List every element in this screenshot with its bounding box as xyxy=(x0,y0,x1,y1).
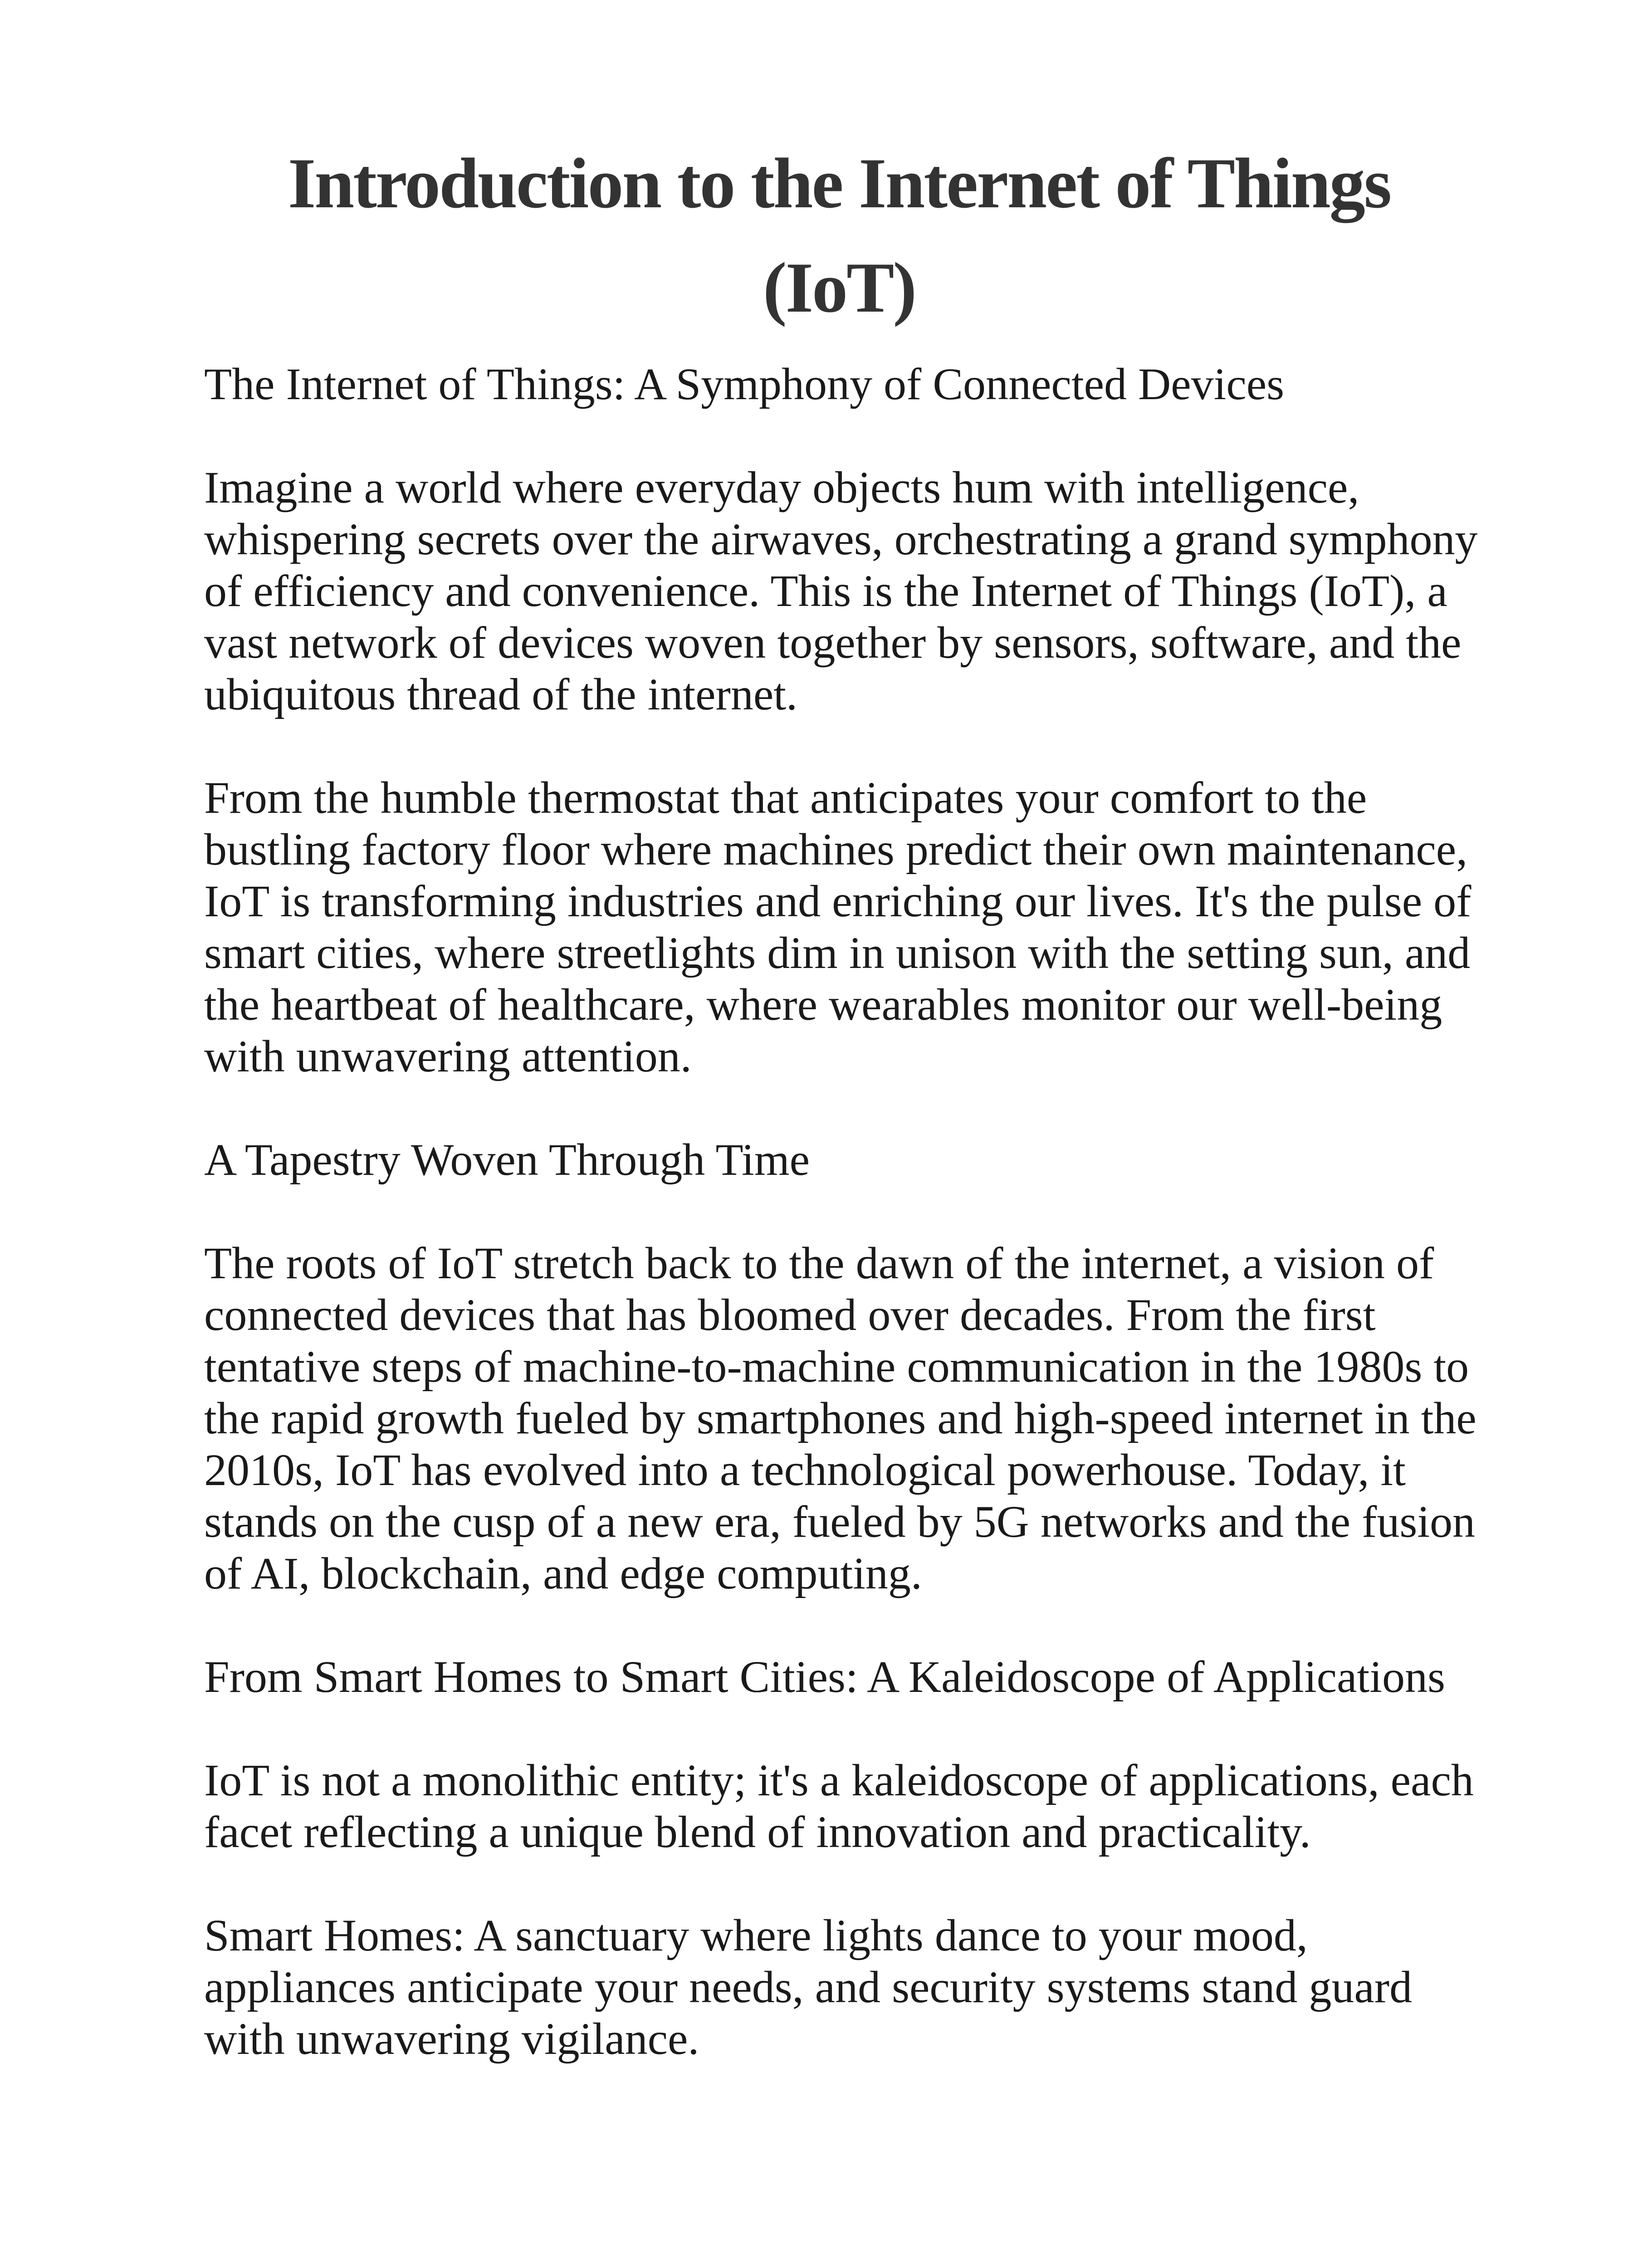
paragraph-smart-homes: Smart Homes: A sanctuary where lights dance to your mood, appliances anticipate your needs, and security systems stand guard with unwavering vigilance. xyxy=(204,1910,1413,2064)
paragraph-imagine: Imagine a world where everyday objects hum with intelligence, whispering secrets over the airwaves, orchestrating a grand symphony of efficiency and convenience. This is the Internet of Things (IoT), a vast network of devices woven together by sensors, software, and the ubiquitous thread of the internet. xyxy=(204,462,1478,719)
body-text xyxy=(204,358,1497,2116)
section-heading-tapestry: A Tapestry Woven Through Time xyxy=(204,1134,810,1185)
page-title: Introduction to the Internet of Things (IoT) xyxy=(288,144,1391,327)
paragraph-thermostat: From the humble thermostat that anticipates your comfort to the bustling factory floor where machines predict their own maintenance, IoT is transforming industries and enriching our lives. It's the pulse of smart cities, where streetlights dim in unison with the setting sun, and the heartbeat of healthcare, where wearables monitor our well-being with unwavering attention. xyxy=(204,772,1472,1081)
section-heading-applications: From Smart Homes to Smart Cities: A Kaleidoscope of Applications xyxy=(204,1652,1445,1702)
paragraph-kaleidoscope: IoT is not a monolithic entity; it's a kaleidoscope of applications, each facet reflecting a unique blend of innovation and practicality. xyxy=(204,1755,1474,1857)
paragraph-roots: The roots of IoT stretch back to the dawn of the internet, a vision of connected devices that has bloomed over decades. From the first tentative steps of machine-to-machine communication in the 1980s to the rapid growth fueled by smartphones and high-speed internet in the 2010s, IoT has evolved into a technological powerhouse. Today, it stands on the cusp of a new era, fueled by 5G networks and the fusion of AI, blockchain, and edge computing. xyxy=(204,1238,1477,1598)
section-heading-symphony: The Internet of Things: A Symphony of Connected Devices xyxy=(204,359,1285,409)
